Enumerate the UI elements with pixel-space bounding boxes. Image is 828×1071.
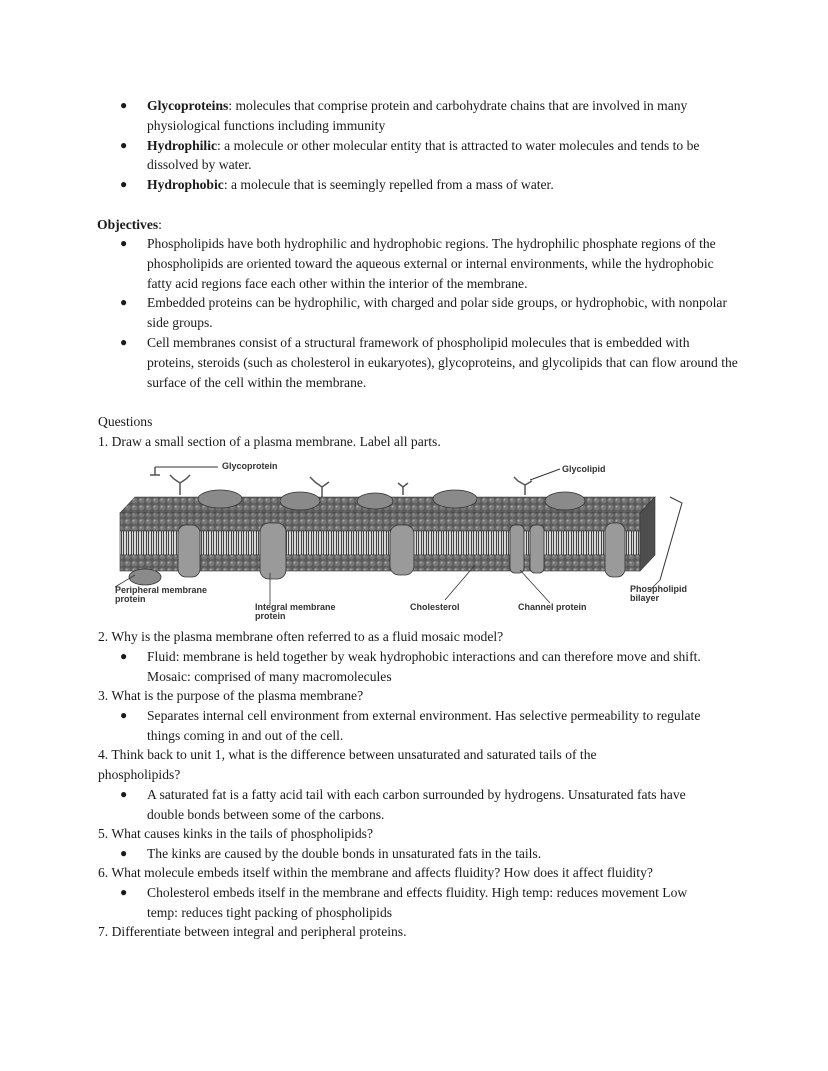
integral-protein bbox=[178, 525, 200, 577]
answer-item bbox=[120, 883, 720, 923]
label-peripheral-2: protein bbox=[115, 594, 146, 604]
answer-item bbox=[120, 785, 715, 825]
label-glycolipid: Glycolipid bbox=[562, 464, 606, 474]
objective-text: Phospholipids have both hydrophilic and hydrophobic regions. The hydrophilic phosphate regions of the phospholipids are oriented toward the aqueous external or internal environments, while the hydrophobic fatty acid regions face each other within the interior of the membrane. bbox=[147, 236, 716, 291]
definition-term: Hydrophilic bbox=[147, 137, 217, 153]
bullet-icon: ● bbox=[120, 846, 128, 860]
label-integral-2: protein bbox=[255, 611, 286, 621]
bullet-icon: ● bbox=[120, 649, 128, 663]
question-4: 4. Think back to unit 1, what is the difference between unsaturated and saturated tails of the phospholipids? bbox=[98, 747, 597, 782]
surface-protein bbox=[357, 493, 393, 509]
bullet-icon: ● bbox=[120, 708, 128, 722]
answer-text: A saturated fat is a fatty acid tail with each carbon surrounded by hydrogens. Unsaturated fats have double bonds between some of the carbons. bbox=[147, 787, 686, 822]
question-1: 1. Draw a small section of a plasma membrane. Label all parts. bbox=[98, 434, 441, 449]
definition-term: Glycoproteins bbox=[147, 98, 229, 113]
question-6: 6. What molecule embeds itself within the membrane and affects fluidity? How does it affect fluidity? bbox=[98, 865, 653, 880]
definition-term: Hydrophobic bbox=[147, 177, 224, 193]
glycolipid-leader bbox=[530, 469, 560, 480]
bullet-icon: ● bbox=[120, 295, 128, 310]
question-7: 7. Differentiate between integral and peripheral proteins. bbox=[98, 924, 407, 939]
label-integral-1: Integral membrane bbox=[255, 602, 336, 612]
bullet-icon: ● bbox=[120, 236, 128, 250]
label-bilayer-2: bilayer bbox=[630, 593, 660, 603]
label-glycoprotein: Glycoprotein bbox=[222, 461, 278, 471]
definition-text: : a molecule or other molecular entity that is attracted to water molecules and tends to be dissolved by water. bbox=[147, 137, 700, 173]
bullet-icon: ● bbox=[120, 787, 128, 801]
glycoprotein-chain-icon bbox=[150, 467, 160, 475]
answer-item bbox=[120, 647, 730, 687]
bullet-icon: ● bbox=[120, 334, 128, 349]
plasma-membrane-diagram bbox=[110, 455, 710, 630]
label-bilayer-1: Phospholipid bbox=[630, 584, 687, 594]
definition-text: : a molecule that is seemingly repelled from a mass of water. bbox=[223, 177, 554, 193]
answer-item bbox=[120, 706, 730, 746]
definition-item bbox=[120, 136, 735, 176]
bilayer-bracket bbox=[660, 497, 682, 580]
bullet-icon: ● bbox=[120, 177, 128, 192]
question-2: 2. Why is the plasma membrane often referred to as a fluid mosaic model? bbox=[98, 629, 504, 644]
objectives-list bbox=[120, 234, 740, 392]
bullet-icon: ● bbox=[120, 137, 128, 152]
questions-heading: Questions bbox=[98, 414, 153, 429]
answer-2 bbox=[120, 647, 730, 687]
label-peripheral-1: Peripheral membrane bbox=[115, 585, 208, 595]
answer-text: Fluid: membrane is held together by weak hydrophobic interactions and can therefore move and shift. Mosaic: comprised of many macromolecules bbox=[147, 649, 701, 684]
question-3: 3. What is the purpose of the plasma membrane? bbox=[98, 688, 364, 703]
surface-protein bbox=[433, 490, 477, 508]
objective-text: Embedded proteins can be hydrophilic, with charged and polar side groups, or hydrophobic, with nonpolar side groups. bbox=[147, 295, 727, 331]
channel-protein-left bbox=[510, 525, 524, 573]
definitions-list bbox=[120, 96, 735, 195]
answer-6 bbox=[120, 883, 720, 923]
carbohydrate-chain-icon bbox=[514, 477, 532, 495]
answer-3 bbox=[120, 706, 730, 746]
question-5: 5. What causes kinks in the tails of phospholipids? bbox=[98, 826, 373, 841]
answer-4 bbox=[120, 785, 715, 825]
bullet-icon: ● bbox=[120, 98, 128, 112]
integral-protein bbox=[260, 523, 286, 579]
channel-leader bbox=[520, 570, 550, 603]
label-cholesterol: Cholesterol bbox=[410, 602, 460, 612]
label-channel-protein: Channel protein bbox=[518, 602, 587, 612]
surface-protein bbox=[280, 492, 320, 510]
carbohydrate-chain-icon bbox=[398, 483, 408, 495]
answer-text: Separates internal cell environment from external environment. Has selective permeability to regulate things coming in and out of the cell. bbox=[147, 708, 701, 743]
objective-item bbox=[120, 333, 740, 392]
definition-item bbox=[120, 175, 735, 195]
objectives-title: Objectives: bbox=[97, 217, 162, 232]
surface-protein bbox=[545, 492, 585, 510]
answer-text: The kinks are caused by the double bonds in unsaturated fats in the tails. bbox=[147, 846, 542, 861]
answer-5 bbox=[120, 844, 730, 864]
surface-protein bbox=[198, 490, 242, 508]
answer-text: Cholesterol embeds itself in the membrane and effects fluidity. High temp: reduces movement Low temp: reduces tight packing of phospholipids bbox=[147, 885, 688, 920]
transmembrane-protein bbox=[390, 525, 414, 575]
carbohydrate-chain-icon bbox=[170, 475, 190, 495]
definition-text: : molecules that comprise protein and carbohydrate chains that are involved in many physiological functions including immunity bbox=[147, 98, 688, 133]
definition-item bbox=[120, 96, 735, 136]
objective-item bbox=[120, 293, 740, 333]
objective-text: Cell membranes consist of a structural framework of phospholipid molecules that is embedded with proteins, steroids (such as cholesterol in eukaryotes), glycoproteins, and glycolipids that can flow around the surface of the cell within the membrane. bbox=[147, 334, 738, 390]
bullet-icon: ● bbox=[120, 885, 128, 899]
channel-protein-right bbox=[530, 525, 544, 573]
integral-protein bbox=[605, 523, 625, 577]
peripheral-protein bbox=[129, 569, 161, 585]
answer-item bbox=[120, 844, 730, 864]
objective-item bbox=[120, 234, 740, 293]
